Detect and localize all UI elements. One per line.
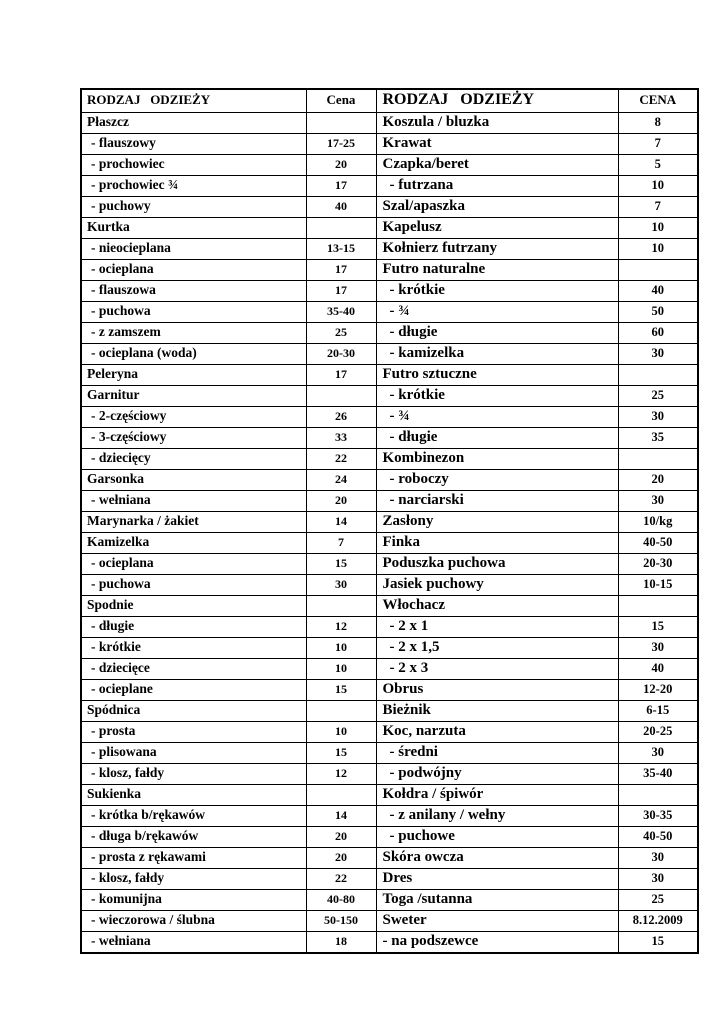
right-item-price: 6-15 [618, 701, 698, 722]
right-item-price: 40-50 [618, 533, 698, 554]
table-row [81, 176, 698, 197]
left-item-label: Kurtka [81, 218, 306, 239]
left-item-label: - puchowy [81, 197, 306, 218]
left-item-label: Spódnica [81, 701, 306, 722]
right-item-label: - narciarski [376, 491, 618, 512]
right-item-price: 10-15 [618, 575, 698, 596]
left-item-label: - dziecięce [81, 659, 306, 680]
right-item-label: Kołnierz futrzany [376, 239, 618, 260]
table-row [81, 218, 698, 239]
table-row [81, 428, 698, 449]
right-item-label: - puchowe [376, 827, 618, 848]
right-item-price [618, 260, 698, 281]
right-item-label: Koszula / bluzka [376, 113, 618, 134]
right-item-price: 30 [618, 344, 698, 365]
left-item-price: 7 [306, 533, 376, 554]
right-item-label: - średni [376, 743, 618, 764]
left-item-label: - prochowiec ¾ [81, 176, 306, 197]
left-item-price: 30 [306, 575, 376, 596]
left-item-price: 22 [306, 869, 376, 890]
table-row [81, 869, 698, 890]
right-item-label: - długie [376, 428, 618, 449]
right-item-price [618, 911, 698, 932]
left-item-price: 25 [306, 323, 376, 344]
right-item-label: - na podszewce [376, 932, 618, 954]
table-row [81, 365, 698, 386]
table-row [81, 302, 698, 323]
left-item-label: - 2-częściowy [81, 407, 306, 428]
right-item-price [618, 449, 698, 470]
left-item-label: - komunijna [81, 890, 306, 911]
left-item-price: 17 [306, 365, 376, 386]
header-row [81, 89, 698, 113]
right-item-price: 5 [618, 155, 698, 176]
left-item-label: - dziecięcy [81, 449, 306, 470]
table-row [81, 617, 698, 638]
right-item-label: - 2 x 1,5 [376, 638, 618, 659]
right-item-label: Czapka/beret [376, 155, 618, 176]
right-item-price: 12-20 [618, 680, 698, 701]
left-item-price: 13-15 [306, 239, 376, 260]
right-item-label: - podwójny [376, 764, 618, 785]
left-item-label: Sukienka [81, 785, 306, 806]
right-type-column-header: RODZAJ ODZIEŻY [376, 89, 618, 113]
table-row [81, 554, 698, 575]
right-item-label: Koc, narzuta [376, 722, 618, 743]
right-item-price: 10 [618, 239, 698, 260]
left-item-label: - krótka b/rękawów [81, 806, 306, 827]
left-item-price: 20 [306, 155, 376, 176]
right-item-price: 50 [618, 302, 698, 323]
table-row [81, 281, 698, 302]
right-item-label: - roboczy [376, 470, 618, 491]
right-item-price: 40-50 [618, 827, 698, 848]
left-item-label: - ocieplana (woda) [81, 344, 306, 365]
left-item-price: 18 [306, 932, 376, 954]
right-item-price: 7 [618, 197, 698, 218]
left-item-price: 33 [306, 428, 376, 449]
table-row [81, 323, 698, 344]
left-item-label: - 3-częściowy [81, 428, 306, 449]
table-row [81, 386, 698, 407]
left-item-price [306, 386, 376, 407]
left-item-price: 17 [306, 260, 376, 281]
right-item-label: - długie [376, 323, 618, 344]
left-item-price [306, 701, 376, 722]
left-item-label: - prochowiec [81, 155, 306, 176]
price-table [80, 88, 699, 954]
right-item-label: Sweter [376, 911, 618, 932]
left-item-price: 15 [306, 680, 376, 701]
right-item-price: 10 [618, 176, 698, 197]
price-table-body [81, 113, 698, 954]
left-item-label: Marynarka / żakiet [81, 512, 306, 533]
right-item-price: 35-40 [618, 764, 698, 785]
left-item-price: 40 [306, 197, 376, 218]
left-item-price: 17 [306, 281, 376, 302]
right-item-label: Jasiek puchowy [376, 575, 618, 596]
left-type-column-header: RODZAJ ODZIEŻY [81, 89, 306, 113]
right-item-label: Futro sztuczne [376, 365, 618, 386]
right-item-price: 30 [618, 848, 698, 869]
left-item-price: 15 [306, 743, 376, 764]
right-item-price: 35 [618, 428, 698, 449]
left-item-price: 17 [306, 176, 376, 197]
right-item-label: Bieżnik [376, 701, 618, 722]
table-row [81, 407, 698, 428]
right-item-label: Kołdra / śpiwór [376, 785, 618, 806]
left-item-label: - długa b/rękawów [81, 827, 306, 848]
left-item-label: Garsonka [81, 470, 306, 491]
table-row [81, 134, 698, 155]
price-table-header [81, 89, 698, 113]
right-item-price: 20-30 [618, 554, 698, 575]
table-row [81, 764, 698, 785]
table-row [81, 722, 698, 743]
right-item-price: 7 [618, 134, 698, 155]
left-item-price: 17-25 [306, 134, 376, 155]
right-item-label: Krawat [376, 134, 618, 155]
left-item-label: - wełniana [81, 491, 306, 512]
left-item-label: Płaszcz [81, 113, 306, 134]
left-item-label: - ocieplana [81, 260, 306, 281]
right-item-label: - 2 x 3 [376, 659, 618, 680]
left-item-label: - flauszowy [81, 134, 306, 155]
left-item-price: 26 [306, 407, 376, 428]
left-item-price: 20 [306, 491, 376, 512]
right-item-price [618, 365, 698, 386]
left-item-price: 20 [306, 848, 376, 869]
table-row [81, 533, 698, 554]
table-row [81, 344, 698, 365]
right-item-label: Toga /sutanna [376, 890, 618, 911]
table-row [81, 659, 698, 680]
table-row [81, 848, 698, 869]
right-item-label: Poduszka puchowa [376, 554, 618, 575]
table-row [81, 701, 698, 722]
left-item-price: 15 [306, 554, 376, 575]
table-row [81, 197, 698, 218]
right-item-label: Zasłony [376, 512, 618, 533]
right-item-label: Obrus [376, 680, 618, 701]
left-item-price: 10 [306, 638, 376, 659]
left-item-price: 10 [306, 659, 376, 680]
left-item-label: Peleryna [81, 365, 306, 386]
right-item-price: 15 [618, 617, 698, 638]
right-item-label: - ¾ [376, 302, 618, 323]
left-item-price: 35-40 [306, 302, 376, 323]
left-item-price: 12 [306, 764, 376, 785]
right-item-label: Futro naturalne [376, 260, 618, 281]
left-item-price: 14 [306, 806, 376, 827]
right-item-price [618, 596, 698, 617]
left-item-price: 24 [306, 470, 376, 491]
left-item-price [306, 596, 376, 617]
right-item-price: 30 [618, 491, 698, 512]
right-item-price: 30 [618, 638, 698, 659]
left-item-price: 40-80 [306, 890, 376, 911]
right-item-price: 15 [618, 932, 698, 954]
table-row [81, 449, 698, 470]
right-item-price: 30 [618, 869, 698, 890]
right-item-label: Dres [376, 869, 618, 890]
right-item-label: Szal/apaszka [376, 197, 618, 218]
left-item-label: - z zamszem [81, 323, 306, 344]
left-item-price: 22 [306, 449, 376, 470]
left-item-label: Spodnie [81, 596, 306, 617]
left-item-label: Garnitur [81, 386, 306, 407]
left-item-price: 20-30 [306, 344, 376, 365]
left-item-price: 12 [306, 617, 376, 638]
right-item-label: Finka [376, 533, 618, 554]
right-item-label: - ¾ [376, 407, 618, 428]
left-item-label: - wełniana [81, 932, 306, 954]
table-row [81, 113, 698, 134]
table-row [81, 260, 698, 281]
table-row [81, 806, 698, 827]
right-item-label: - futrzana [376, 176, 618, 197]
table-row [81, 470, 698, 491]
left-item-label: - długie [81, 617, 306, 638]
right-item-label: - z anilany / wełny [376, 806, 618, 827]
right-item-price: 25 [618, 890, 698, 911]
left-item-price [306, 218, 376, 239]
right-item-price: 60 [618, 323, 698, 344]
right-item-label: Kombinezon [376, 449, 618, 470]
left-item-price: 14 [306, 512, 376, 533]
left-item-label: - puchowa [81, 575, 306, 596]
left-item-label: - nieocieplana [81, 239, 306, 260]
right-item-label: Skóra owcza [376, 848, 618, 869]
left-item-label: - ocieplane [81, 680, 306, 701]
right-item-price: 20 [618, 470, 698, 491]
right-item-label: - 2 x 1 [376, 617, 618, 638]
right-item-price [618, 785, 698, 806]
table-row [81, 743, 698, 764]
left-item-price: 50-150 [306, 911, 376, 932]
right-item-label: Włochacz [376, 596, 618, 617]
left-price-column-header: Cena [306, 89, 376, 113]
left-item-label: - prosta [81, 722, 306, 743]
right-item-price: 8 [618, 113, 698, 134]
table-row [81, 680, 698, 701]
table-row [81, 785, 698, 806]
table-row [81, 911, 698, 932]
right-item-price: 10 [618, 218, 698, 239]
table-row [81, 575, 698, 596]
table-row [81, 827, 698, 848]
left-item-label: - klosz, fałdy [81, 869, 306, 890]
right-item-label: Kapelusz [376, 218, 618, 239]
right-item-price: 40 [618, 659, 698, 680]
left-item-label: - klosz, fałdy [81, 764, 306, 785]
left-item-label: - plisowana [81, 743, 306, 764]
left-item-label: - wieczorowa / ślubna [81, 911, 306, 932]
right-item-price: 30-35 [618, 806, 698, 827]
right-price-column-header: CENA [618, 89, 698, 113]
right-item-price: 20-25 [618, 722, 698, 743]
right-item-label: - kamizelka [376, 344, 618, 365]
left-item-label: - prosta z rękawami [81, 848, 306, 869]
left-item-label: - puchowa [81, 302, 306, 323]
right-item-price: 25 [618, 386, 698, 407]
left-item-label: - flauszowa [81, 281, 306, 302]
right-item-label: - krótkie [376, 281, 618, 302]
table-row [81, 932, 698, 954]
right-item-label: - krótkie [376, 386, 618, 407]
table-row [81, 638, 698, 659]
table-row [81, 596, 698, 617]
table-row [81, 512, 698, 533]
left-item-price: 10 [306, 722, 376, 743]
wrapped-price-value: 8.12.2009 [632, 913, 683, 927]
right-item-price: 10/kg [618, 512, 698, 533]
left-item-price [306, 785, 376, 806]
left-item-price [306, 113, 376, 134]
left-item-label: - krótkie [81, 638, 306, 659]
right-item-price: 30 [618, 407, 698, 428]
left-item-label: - ocieplana [81, 554, 306, 575]
left-item-label: Kamizelka [81, 533, 306, 554]
table-row [81, 491, 698, 512]
left-item-price: 20 [306, 827, 376, 848]
right-item-price: 40 [618, 281, 698, 302]
right-item-price: 30 [618, 743, 698, 764]
table-row [81, 890, 698, 911]
table-row [81, 239, 698, 260]
table-row [81, 155, 698, 176]
